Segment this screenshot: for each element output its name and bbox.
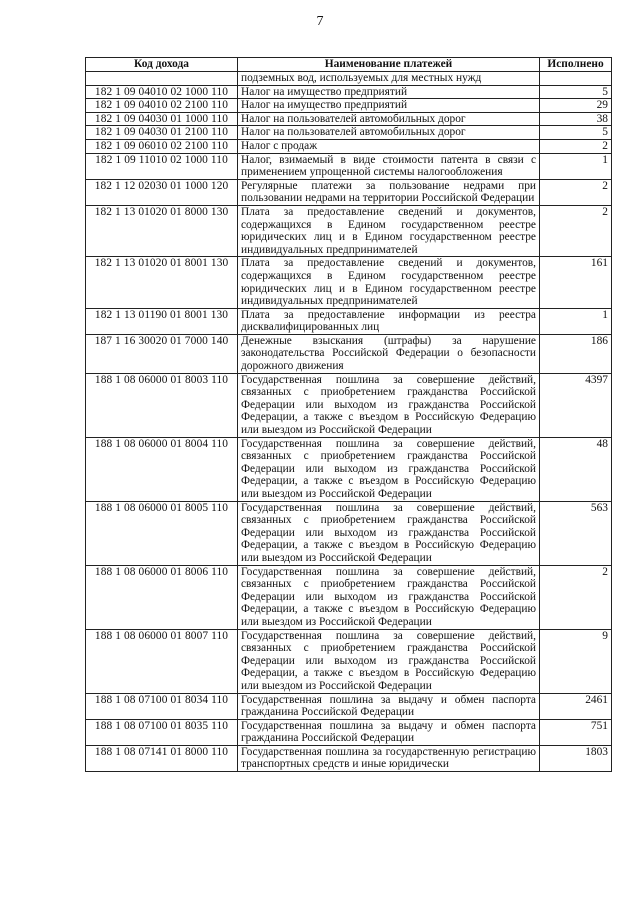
executed-amount-cell: 29	[540, 99, 612, 113]
table-row	[86, 308, 612, 334]
income-code-cell: 182 1 13 01190 01 8001 130	[86, 308, 238, 334]
executed-amount-cell: 563	[540, 501, 612, 565]
payment-name-cell: Государственная пошлина за совершение действий, связанных с приобретением гражданства Российской Федерации или выходом из гражданства Российской Федерации, а также с въездом в Российскую Федерацию или выездом из Российской Федерации	[238, 565, 540, 629]
payment-name-cell: Государственная пошлина за совершение действий, связанных с приобретением гражданства Российской Федерации или выходом из гражданства Российской Федерации, а также с въездом в Российскую Федерацию или выездом из Российской Федерации	[238, 373, 540, 437]
payment-name-cell: Налог, взимаемый в виде стоимости патента в связи с применением упрощенной системы налогообложения	[238, 153, 540, 179]
income-code-cell: 182 1 12 02030 01 1000 120	[86, 179, 238, 205]
table-row	[86, 179, 612, 205]
payment-name-cell: Плата за предоставление сведений и документов, содержащихся в Едином государственном реестре юридических лиц и в Едином государственном реестре индивидуальных предпринимателей	[238, 205, 540, 256]
table-header-row	[86, 58, 612, 72]
executed-amount-cell: 5	[540, 85, 612, 99]
income-code-cell: 187 1 16 30020 01 7000 140	[86, 334, 238, 373]
payment-name-cell: Денежные взыскания (штрафы) за нарушение законодательства Российской Федерации о безопасности дорожного движения	[238, 334, 540, 373]
continuation-text: подземных вод, используемых для местных нужд	[238, 72, 540, 86]
table-cell-value	[540, 72, 612, 86]
payment-name-cell: Плата за предоставление сведений и документов, содержащихся в Едином государственном реестре юридических лиц и в Едином государственном реестре индивидуальных предпринимателей	[238, 257, 540, 308]
table-row	[86, 126, 612, 140]
payment-name-cell: Государственная пошлина за совершение действий, связанных с приобретением гражданства Российской Федерации или выходом из гражданства Российской Федерации, а также с въездом в Российскую Федерацию или выездом из Российской Федерации	[238, 501, 540, 565]
table-body	[86, 72, 612, 772]
executed-amount-cell: 38	[540, 112, 612, 126]
table-row	[86, 501, 612, 565]
income-code-cell: 182 1 09 04030 01 2100 110	[86, 126, 238, 140]
income-table	[85, 57, 612, 772]
executed-amount-cell: 1	[540, 153, 612, 179]
income-code-cell: 188 1 08 06000 01 8004 110	[86, 437, 238, 501]
table-row	[86, 629, 612, 693]
executed-amount-cell: 5	[540, 126, 612, 140]
header-done: Исполнено	[540, 58, 612, 72]
payment-name-cell: Налог на пользователей автомобильных дорог	[238, 126, 540, 140]
payment-name-cell: Плата за предоставление информации из реестра дисквалифицированных лиц	[238, 308, 540, 334]
executed-amount-cell: 1803	[540, 745, 612, 771]
table-row	[86, 334, 612, 373]
table-row	[86, 205, 612, 256]
income-code-cell: 182 1 09 06010 02 2100 110	[86, 139, 238, 153]
income-code-cell: 182 1 09 04010 02 1000 110	[86, 85, 238, 99]
payment-name-cell: Налог на пользователей автомобильных дорог	[238, 112, 540, 126]
table-row	[86, 153, 612, 179]
executed-amount-cell: 186	[540, 334, 612, 373]
executed-amount-cell: 2	[540, 205, 612, 256]
executed-amount-cell: 9	[540, 629, 612, 693]
table-row	[86, 719, 612, 745]
page-number: 7	[316, 14, 324, 29]
table-row	[86, 112, 612, 126]
payment-name-cell: Налог с продаж	[238, 139, 540, 153]
income-code-cell: 182 1 13 01020 01 8001 130	[86, 257, 238, 308]
payment-name-cell: Государственная пошлина за совершение действий, связанных с приобретением гражданства Российской Федерации или выходом из гражданства Российской Федерации, а также с въездом в Российскую Федерацию или выездом из Российской Федерации	[238, 629, 540, 693]
payment-name-cell: Налог на имущество предприятий	[238, 99, 540, 113]
table-row	[86, 565, 612, 629]
table-row	[86, 745, 612, 771]
table-row	[86, 99, 612, 113]
executed-amount-cell: 2	[540, 139, 612, 153]
payment-name-cell: Государственная пошлина за совершение действий, связанных с приобретением гражданства Российской Федерации или выходом из гражданства Российской Федерации, а также с въездом в Российскую Федерацию или выездом из Российской Федерации	[238, 437, 540, 501]
executed-amount-cell: 751	[540, 719, 612, 745]
income-code-cell: 182 1 09 11010 02 1000 110	[86, 153, 238, 179]
table-cell-code	[86, 72, 238, 86]
executed-amount-cell: 1	[540, 308, 612, 334]
payment-name-cell: Государственная пошлина за выдачу и обмен паспорта гражданина Российской Федерации	[238, 719, 540, 745]
header-code: Код дохода	[86, 58, 238, 72]
income-code-cell: 188 1 08 06000 01 8007 110	[86, 629, 238, 693]
income-code-cell: 188 1 08 06000 01 8005 110	[86, 501, 238, 565]
executed-amount-cell: 161	[540, 257, 612, 308]
continuation-row	[86, 72, 612, 86]
table-row	[86, 85, 612, 99]
executed-amount-cell: 48	[540, 437, 612, 501]
table-row	[86, 257, 612, 308]
table-row	[86, 139, 612, 153]
executed-amount-cell: 2	[540, 565, 612, 629]
income-code-cell: 188 1 08 07141 01 8000 110	[86, 745, 238, 771]
table-row	[86, 437, 612, 501]
executed-amount-cell: 2	[540, 179, 612, 205]
payment-name-cell: Регулярные платежи за пользование недрами при пользовании недрами на территории Российской Федерации	[238, 179, 540, 205]
income-code-cell: 182 1 09 04010 02 2100 110	[86, 99, 238, 113]
income-code-cell: 182 1 09 04030 01 1000 110	[86, 112, 238, 126]
income-code-cell: 188 1 08 07100 01 8034 110	[86, 693, 238, 719]
executed-amount-cell: 2461	[540, 693, 612, 719]
payment-name-cell: Налог на имущество предприятий	[238, 85, 540, 99]
executed-amount-cell: 4397	[540, 373, 612, 437]
table-row	[86, 373, 612, 437]
income-code-cell: 188 1 08 06000 01 8006 110	[86, 565, 238, 629]
income-code-cell: 182 1 13 01020 01 8000 130	[86, 205, 238, 256]
payment-name-cell: Государственная пошлина за государственную регистрацию транспортных средств и иные юридически	[238, 745, 540, 771]
income-code-cell: 188 1 08 06000 01 8003 110	[86, 373, 238, 437]
table-row	[86, 693, 612, 719]
payment-name-cell: Государственная пошлина за выдачу и обмен паспорта гражданина Российской Федерации	[238, 693, 540, 719]
header-name: Наименование платежей	[238, 58, 540, 72]
income-code-cell: 188 1 08 07100 01 8035 110	[86, 719, 238, 745]
